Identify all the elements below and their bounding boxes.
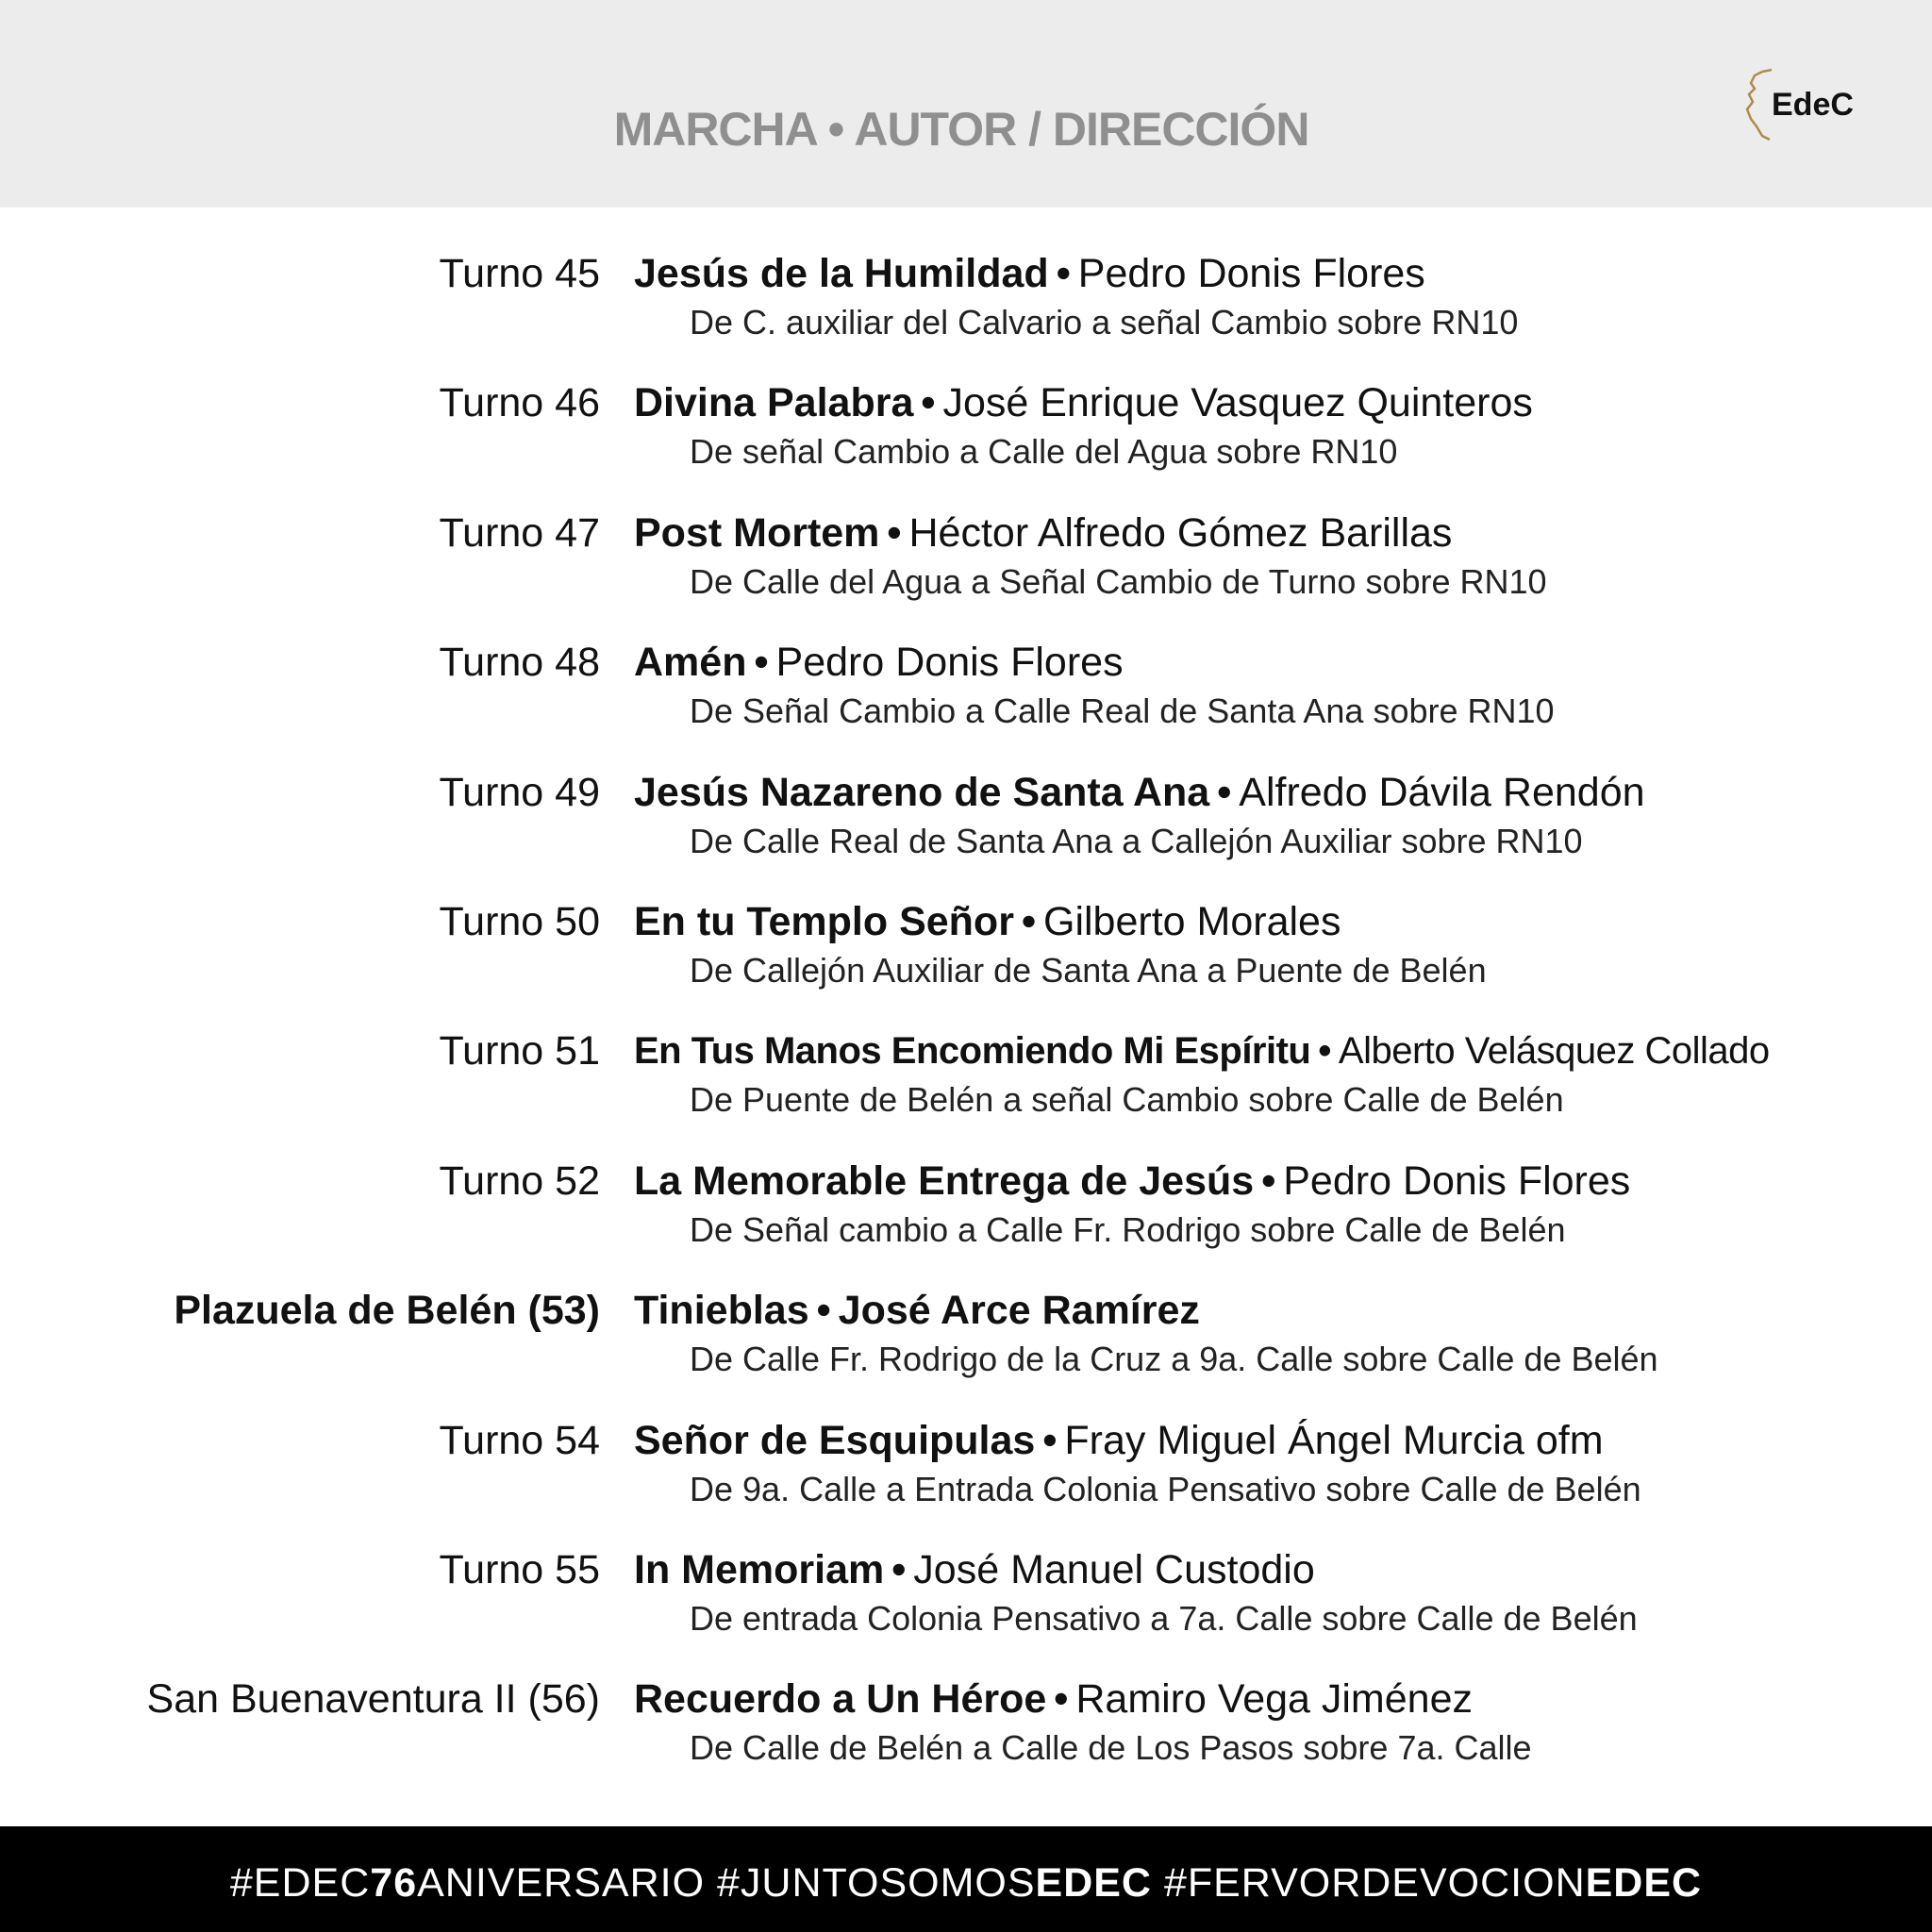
separator: • [1054,1676,1069,1723]
march-line [634,247,1425,300]
hashtag-part: #EDEC [229,1860,371,1906]
march-line [634,766,1645,819]
march-route: De Callejón Auxiliar de Santa Ana a Puente de Belén [690,950,1487,990]
edec-logo [1734,66,1885,151]
march-title: Recuerdo a Un Héroe [634,1676,1047,1723]
march-author: Pedro Donis Flores [1283,1158,1631,1204]
march-route: De Calle del Agua a Señal Cambio de Turno sobre RN10 [690,561,1547,601]
march-route: De Calle de Belén a Calle de Los Pasos sobre 7a. Calle [690,1728,1532,1768]
list-item [0,766,1932,895]
march-author: Pedro Donis Flores [775,640,1124,686]
hashtag-part: EDEC [1035,1860,1152,1906]
list-item [0,247,1932,376]
march-title: En Tus Manos Encomiendo Mi Espíritu [634,1030,1311,1073]
march-route: De 9a. Calle a Entrada Colonia Pensativo sobre Calle de Belén [690,1469,1641,1508]
march-line [634,376,1533,429]
march-author: José Arce Ramírez [838,1288,1200,1334]
list-item [0,1543,1932,1673]
march-line [634,1414,1604,1467]
separator: • [1056,251,1071,296]
separator: • [1042,1417,1058,1463]
list-item [0,1024,1932,1154]
march-author: Alfredo Dávila Rendón [1239,769,1645,815]
turno-label: Turno 49 [439,769,600,815]
separator: • [891,1546,907,1592]
march-title: Jesús de la Humildad [634,251,1049,296]
list-item [0,1673,1932,1802]
turno-label: Turno 50 [439,898,600,944]
list-item [0,636,1932,765]
march-line [634,1155,1630,1208]
separator: • [921,380,936,426]
march-line [634,1024,1770,1077]
list-item [0,1155,1932,1284]
footer-band [0,1826,1932,1932]
separator: • [1318,1030,1331,1073]
march-author: José Enrique Vasquez Quinteros [942,380,1533,426]
header-band [0,0,1932,208]
hashtag-part: EDEC [1585,1860,1703,1906]
list-item [0,895,1932,1024]
march-title: La Memorable Entrega de Jesús [634,1158,1255,1204]
separator: • [754,640,769,686]
march-route: De Señal Cambio a Calle Real de Santa Ana sobre RN10 [690,691,1555,731]
march-title: En tu Templo Señor [634,898,1014,944]
hashtag-part: #FERVORDEVOCION [1163,1860,1586,1906]
march-line [634,1543,1315,1596]
turno-label: Turno 55 [439,1546,600,1592]
march-route: De Puente de Belén a señal Cambio sobre Calle de Belén [690,1080,1564,1120]
march-line [634,1284,1200,1337]
turno-label: Turno 46 [439,380,600,426]
hashtag-line [0,1860,1932,1907]
separator: • [1021,898,1036,944]
march-author: Pedro Donis Flores [1077,251,1425,296]
march-author: Alberto Velásquez Collado [1338,1030,1770,1073]
march-title: Tinieblas [634,1288,809,1334]
logo-text: EdeC [1772,87,1854,123]
separator: • [816,1288,831,1334]
list-item [0,376,1932,506]
separator: • [1261,1158,1276,1204]
march-title: Post Mortem [634,509,880,556]
march-route: De Señal cambio a Calle Fr. Rodrigo sobre Calle de Belén [690,1209,1566,1249]
turno-label: Turno 51 [439,1028,600,1074]
march-title: Señor de Esquipulas [634,1417,1036,1463]
turno-label: Turno 52 [439,1158,600,1204]
turno-label: Turno 54 [439,1417,600,1463]
march-line [634,1673,1473,1725]
turno-label: Turno 48 [439,640,600,686]
list-item [0,1284,1932,1413]
march-line [634,636,1124,689]
turno-label: San Buenaventura II (56) [146,1676,600,1723]
march-route: De señal Cambio a Calle del Agua sobre RN10 [690,432,1398,472]
march-route: De Calle Real de Santa Ana a Callejón Auxiliar sobre RN10 [690,821,1583,860]
march-author: Héctor Alfredo Gómez Barillas [908,509,1453,556]
separator: • [887,509,902,556]
march-title: Amén [634,640,747,686]
march-title: Jesús Nazareno de Santa Ana [634,769,1210,815]
hashtag-part: #JUNTOSOMOS [716,1860,1036,1906]
march-line [634,895,1341,948]
march-route: De C. auxiliar del Calvario a señal Cambio sobre RN10 [690,303,1519,341]
list-item [0,1414,1932,1543]
turno-label: Turno 45 [439,251,600,296]
marcha-list [0,247,1932,1803]
separator: • [1217,769,1232,815]
hashtag-part: ANIVERSARIO [417,1860,706,1906]
hashtag-part: 76 [370,1860,418,1906]
march-author: Fray Miguel Ángel Murcia ofm [1064,1417,1604,1463]
march-line [634,507,1452,559]
march-title: Divina Palabra [634,380,914,426]
march-author: José Manuel Custodio [913,1546,1315,1592]
page-title: MARCHA • AUTOR / DIRECCIÓN [613,103,1309,156]
turno-label: Plazuela de Belén (53) [174,1288,600,1334]
turno-label: Turno 47 [439,509,600,556]
march-route: De entrada Colonia Pensativo a 7a. Calle sobre Calle de Belén [690,1598,1638,1638]
march-author: Gilberto Morales [1043,898,1341,944]
march-title: In Memoriam [634,1546,885,1592]
list-item [0,507,1932,636]
march-author: Ramiro Vega Jiménez [1075,1676,1473,1723]
march-route: De Calle Fr. Rodrigo de la Cruz a 9a. Calle sobre Calle de Belén [690,1340,1658,1379]
